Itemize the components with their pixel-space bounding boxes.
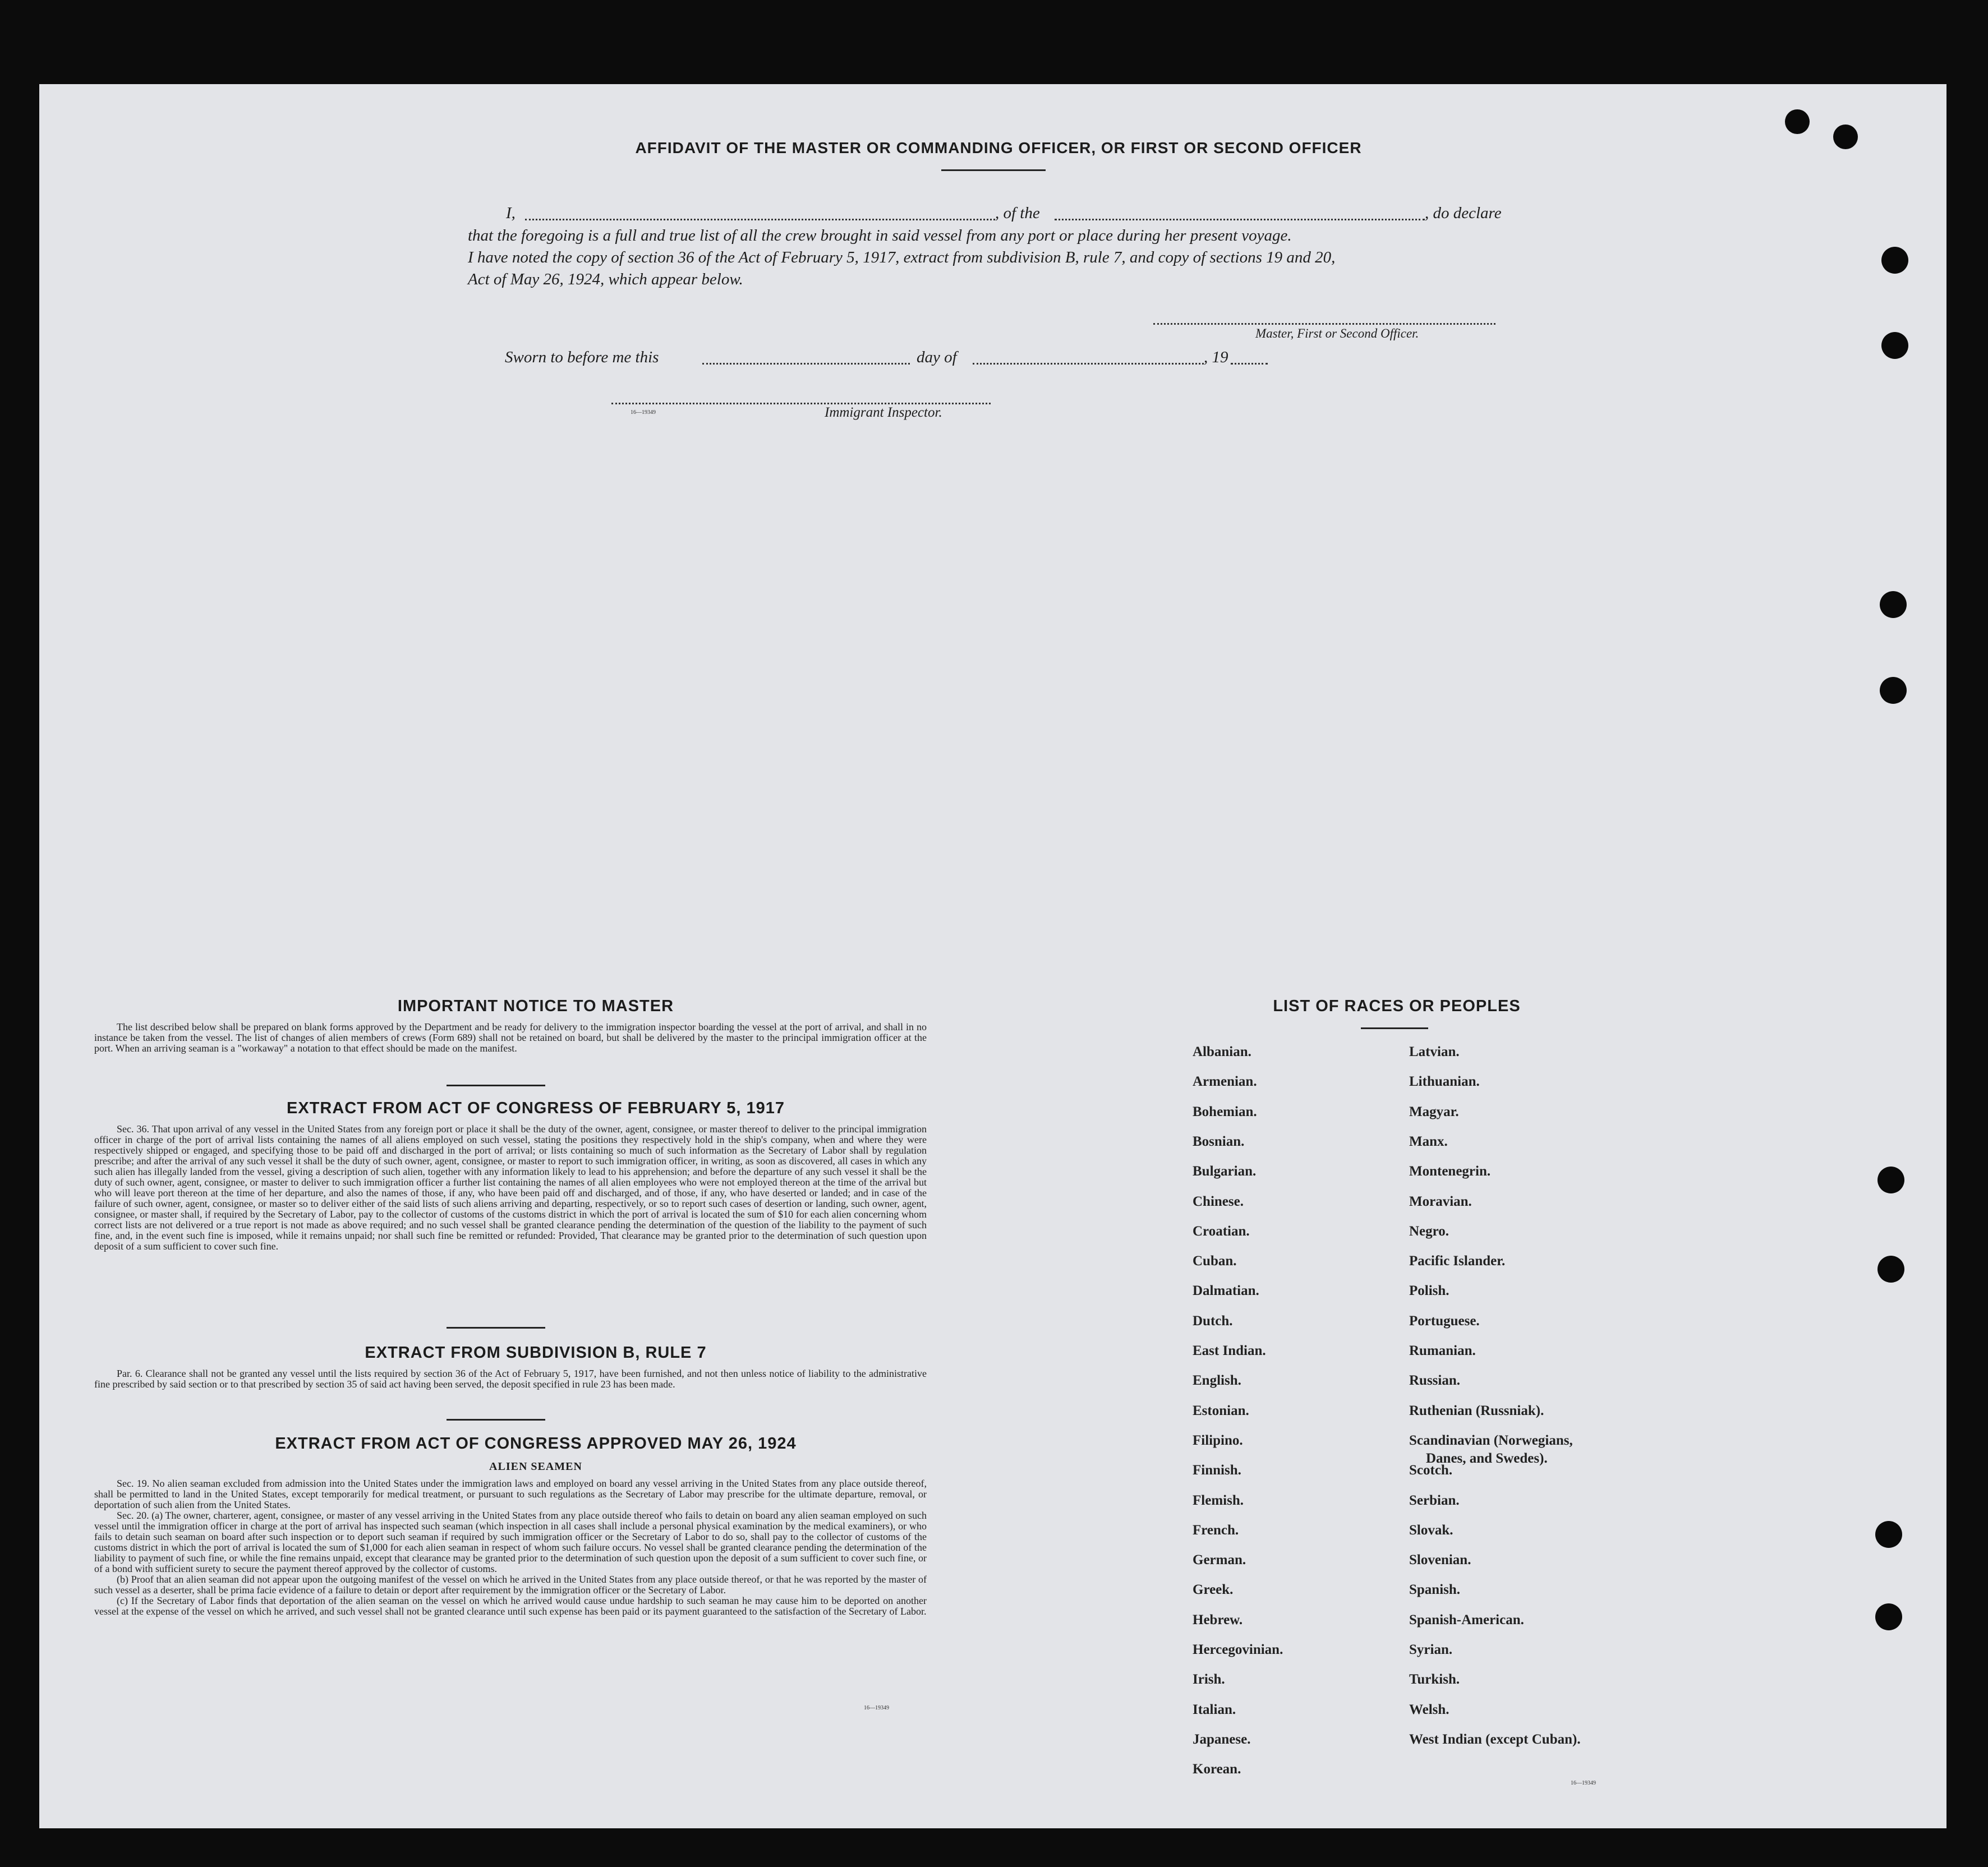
form-number: 16—19349 <box>1571 1780 1596 1786</box>
notice-title: IMPORTANT NOTICE TO MASTER <box>397 997 674 1015</box>
form-number: 16—19349 <box>864 1705 889 1711</box>
race-item: Welsh. <box>1409 1702 1449 1717</box>
race-item: Slovenian. <box>1409 1552 1471 1568</box>
race-item: Bohemian. <box>1193 1104 1257 1119</box>
race-item: Pacific Islander. <box>1409 1253 1506 1269</box>
races-title-rule <box>1361 1027 1428 1029</box>
extract-1924-text <box>94 1478 927 1617</box>
punch-hole <box>1880 677 1907 704</box>
section-rule <box>447 1085 545 1086</box>
race-item: Albanian. <box>1193 1044 1251 1059</box>
race-item: English. <box>1193 1373 1241 1389</box>
punch-hole <box>1785 109 1810 134</box>
race-item: Russian. <box>1409 1373 1461 1389</box>
race-item: Spanish. <box>1409 1582 1461 1598</box>
section-20a-text: Sec. 20. (a) The owner, charterer, agent, consignee, or master of any vessel arriving in the United States from any place outside thereof who fails to detain on board any alien seaman employed on such vessel until the immigration officer in charge at the port of arrival has inspected such seaman (which inspection in all cases shall include a personal physical examination by the medical examiners), or who fails to detain such seaman on board after such inspection or to deport such seaman if required by such immigration officer or the Secretary of Labor to do so, shall pay to the collector of customs of the customs district in which the port of arrival is located the sum of $1,000 for each alien seaman in respect of whom such failure occurs. No vessel shall be granted clearance pending the determination of the liability to payment of such fine, or while the fine remains unpaid, except that clearance may be granted prior to the determination of such question upon the deposit of a sum sufficient to cover such fine, or of a bond with sufficient surety to secure the payment thereof approved by the collector of customs. <box>94 1510 927 1574</box>
race-item: Polish. <box>1409 1283 1449 1299</box>
sworn-label: Sworn to before me this <box>505 348 659 366</box>
race-item: Finnish. <box>1193 1463 1241 1478</box>
race-item: East Indian. <box>1193 1343 1266 1358</box>
race-item: Magyar. <box>1409 1104 1459 1119</box>
race-item: Moravian. <box>1409 1193 1472 1209</box>
extract-1917-title: EXTRACT FROM ACT OF CONGRESS OF FEBRUARY 5, 1917 <box>286 1099 785 1117</box>
race-item: Hercegovinian. <box>1193 1642 1283 1657</box>
vessel-field[interactable] <box>1055 210 1425 220</box>
race-item: Turkish. <box>1409 1672 1460 1688</box>
race-item: Montenegrin. <box>1409 1164 1491 1179</box>
race-item: Irish. <box>1193 1672 1225 1688</box>
declare-label: , do declare <box>1425 204 1502 222</box>
inspector-signature-field[interactable] <box>611 394 991 404</box>
race-item: Serbian. <box>1409 1492 1460 1508</box>
race-item: Dalmatian. <box>1193 1283 1259 1299</box>
race-item: Dutch. <box>1193 1313 1233 1329</box>
title-rule <box>941 169 1046 171</box>
race-item: Lithuanian. <box>1409 1074 1480 1090</box>
affidavit-title: AFFIDAVIT OF THE MASTER OR COMMANDING OFFICER, OR FIRST OR SECOND OFFICER <box>635 139 1362 156</box>
day-of-label: day of <box>917 348 957 366</box>
section-20c-text: (c) If the Secretary of Labor finds that deportation of the alien seaman on the vessel on which he arrived would cause undue hardship to such seaman he may cause him to be deported on another vessel at the expense of the vessel on which he arrived, and such vessel shall not be granted clearance until such expense has been paid or its payment guaranteed to the satisfaction of the Secretary of Labor. <box>94 1595 927 1617</box>
race-item: Scotch. <box>1409 1463 1453 1478</box>
punch-hole <box>1880 591 1907 618</box>
section-20b-text: (b) Proof that an alien seaman did not appear upon the outgoing manifest of the vessel on which he arrived in the United States from any place outside thereof, or that he was reported by the master of such vessel as a deserter, shall be prima facie evidence of a failure to detain or deport after requirement by the immigration officer or the Secretary of Labor. <box>94 1574 927 1596</box>
race-item: Filipino. <box>1193 1432 1243 1448</box>
race-item: Syrian. <box>1409 1642 1453 1657</box>
declarant-name-field[interactable] <box>525 210 995 220</box>
extract-1917-text: Sec. 36. That upon arrival of any vessel in the United States from any foreign port or place it shall be the duty of the owner, agent, consignee, or master thereof to deliver to the principal immigration officer in charge of the port of arrival lists containing the names of all aliens employed on such vessel, stating the positions they respectively hold in the ship's company, when and where they were respectively shipped or engaged, and specifying those to be paid off and discharged in the port of arrival; or lists containing so much of such information as the Secretary of Labor shall by regulation prescribe; and after the arrival of any such vessel it shall be the duty of such owner, agent, consignee, or master to report to such immigration officer, in writing, as soon as discovered, all cases in which any such alien has illegally landed from the vessel, giving a description of such alien, together with any information likely to lead to his apprehension; and before the departure of any such vessel it shall be the duty of such owner, agent, consignee, or master to deliver to such immigration officer a further list containing the names of all alien employees who were not employed thereon at the time of the arrival but who will leave port thereon at the time of her departure, and also the names of those, if any, who have been paid off and discharged, and of those, if any, who have deserted or landed; and in case of the failure of such owner, agent, consignee, or master so to deliver either of the said lists of such aliens arriving and departing, respectively, or so to report such cases of desertion or landing, such owner, agent, consignee, or master shall, if required by the Secretary of Labor, pay to the collector of customs of the customs district in which the port of arrival is located the sum of $10 for each alien concerning whom correct lists are not delivered or a true report is not made as above required; and no such vessel shall be granted clearance pending the determination of the question of the liability to the payment of such fine, and, in the event such fine is imposed, while it remains unpaid; nor shall such fine be remitted or refunded: Provided, That clearance may be granted prior to the determination of such question upon deposit of a sum sufficient to cover such fine. <box>94 1123 927 1252</box>
race-item: Slovak. <box>1409 1522 1453 1538</box>
extract-rule7-text: Par. 6. Clearance shall not be granted any vessel until the lists required by section 36 of the Act of February 5, 1917, have been furnished, and not then unless notice of liability to the administrative fine prescribed by said section or to that prescribed by section 35 of said act having been served, the deposit specified in rule 23 has been made. <box>94 1368 927 1390</box>
race-item: French. <box>1193 1522 1239 1538</box>
punch-hole <box>1881 247 1908 274</box>
race-item: Estonian. <box>1193 1403 1249 1418</box>
race-item: Bosnian. <box>1193 1133 1245 1149</box>
declarant-label: I, <box>506 204 516 222</box>
race-item: Chinese. <box>1193 1193 1244 1209</box>
extract-1924-title: EXTRACT FROM ACT OF CONGRESS APPROVED MAY 26, 1924 <box>275 1435 797 1453</box>
race-item: West Indian (except Cuban). <box>1409 1731 1581 1747</box>
race-item: Armenian. <box>1193 1074 1257 1090</box>
race-item: Rumanian. <box>1409 1343 1476 1358</box>
race-item: Spanish-American. <box>1409 1612 1524 1628</box>
punch-hole <box>1875 1603 1902 1630</box>
section-19-text: Sec. 19. No alien seaman excluded from admission into the United States under the immigration laws and employed on board any vessel arriving in the United States from any place outside thereof, shall be permitted to land in the United States, except temporarily for medical treatment, or pursuant to such regulations as the Secretary of Labor may prescribe for the ultimate departure, removal, or deportation of such alien from the United States. <box>94 1478 927 1510</box>
punch-hole <box>1877 1167 1904 1193</box>
races-title: LIST OF RACES OR PEOPLES <box>1273 997 1521 1015</box>
race-item: Manx. <box>1409 1133 1448 1149</box>
signature-field[interactable] <box>1153 314 1495 325</box>
affidavit-line-3: I have noted the copy of section 36 of the Act of February 5, 1917, extract from subdivision B, rule 7, and copy of sections 19 and 20, <box>468 248 1336 266</box>
race-item: Danes, and Swedes). <box>1426 1450 1548 1466</box>
race-item: Flemish. <box>1193 1492 1244 1508</box>
year-label: , 19 <box>1204 348 1228 366</box>
race-item: Croatian. <box>1193 1223 1250 1239</box>
alien-seamen-subtitle: ALIEN SEAMEN <box>489 1460 582 1473</box>
race-item: Korean. <box>1193 1762 1241 1777</box>
punch-hole <box>1881 332 1908 359</box>
section-rule <box>447 1327 545 1329</box>
punch-hole <box>1833 125 1858 149</box>
race-item: Greek. <box>1193 1582 1234 1598</box>
inspector-label: Immigrant Inspector. <box>825 405 942 420</box>
affidavit-line-4: Act of May 26, 1924, which appear below. <box>468 270 743 288</box>
race-item: Scandinavian (Norwegians, <box>1409 1432 1573 1448</box>
form-number: 16—19349 <box>631 409 656 416</box>
race-item: Italian. <box>1193 1702 1236 1717</box>
race-item: Japanese. <box>1193 1731 1251 1747</box>
affidavit-line-2: that the foregoing is a full and true list of all the crew brought in said vessel from any port or place during her present voyage. <box>468 227 1292 245</box>
race-item: Latvian. <box>1409 1044 1460 1059</box>
race-item: Portuguese. <box>1409 1313 1480 1329</box>
race-item: Cuban. <box>1193 1253 1237 1269</box>
section-rule <box>447 1419 545 1421</box>
signature-label: Master, First or Second Officer. <box>1255 326 1419 340</box>
sworn-month-field[interactable] <box>973 354 1204 365</box>
race-item: Negro. <box>1409 1223 1449 1239</box>
race-item: Bulgarian. <box>1193 1164 1257 1179</box>
punch-hole <box>1877 1256 1904 1283</box>
extract-rule7-title: EXTRACT FROM SUBDIVISION B, RULE 7 <box>365 1344 707 1362</box>
race-item: German. <box>1193 1552 1246 1568</box>
race-item: Ruthenian (Russniak). <box>1409 1403 1544 1418</box>
sworn-year-field[interactable] <box>1231 354 1268 365</box>
sworn-date-field[interactable] <box>702 354 910 365</box>
of-the-label: , of the <box>995 204 1040 222</box>
notice-text: The list described below shall be prepared on blank forms approved by the Department and be ready for delivery to the immigration inspector boarding the vessel at the port of arrival, and shall in no instance be taken from the vessel. The list of changes of alien members of crews (Form 689) shall not be retained on board, but shall be delivered by the master to the principal immigration officer at the port. When an arriving seaman is a "workaway" a notation to that effect should be made on the manifest. <box>94 1021 927 1054</box>
race-item: Hebrew. <box>1193 1612 1243 1628</box>
punch-hole <box>1875 1521 1902 1548</box>
